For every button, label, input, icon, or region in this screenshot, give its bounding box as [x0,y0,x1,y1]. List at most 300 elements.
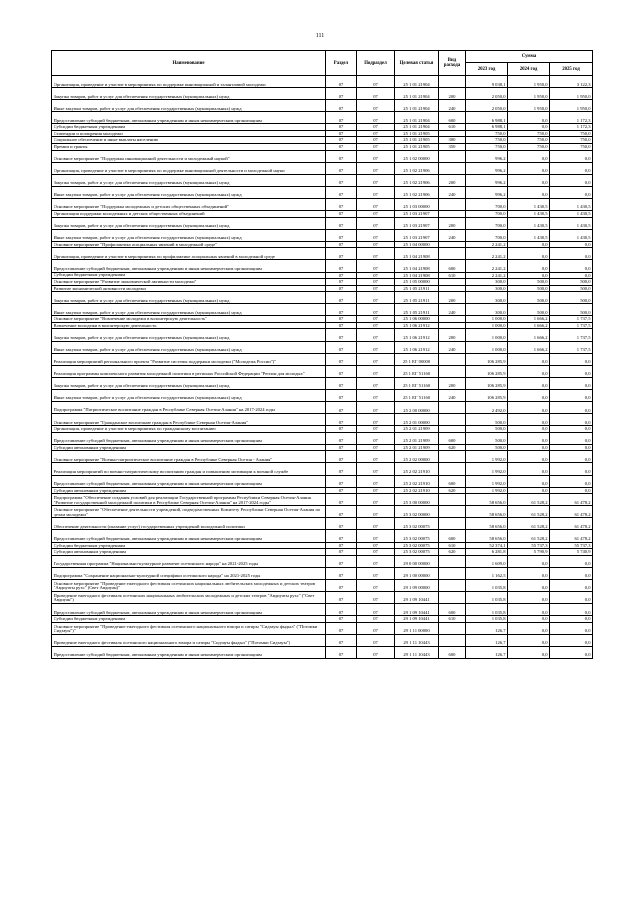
header-section: Раздел [326,51,357,76]
cell-2024: 0,0 [508,377,550,389]
cell-subsection: 07 [357,494,395,506]
cell-2024: 500,0 [508,292,550,304]
cell-2025: 500,0 [550,292,593,304]
table-row [52,76,593,88]
cell-section: 07 [326,549,357,556]
cell-section: 07 [326,377,357,389]
cell-subsection: 07 [357,432,395,444]
cell-section: 07 [326,272,357,279]
cell-name-text: Закупка товаров, работ и услуг для обеспечения государственных (муниципальных) нужд [53,384,230,389]
cell-2024: 0,0 [508,150,550,162]
cell-2025: 0,0 [550,646,593,658]
cell-expense-type [439,518,466,530]
cell-2023: 2 241,2 [466,241,508,248]
cell-name-text: Субсидии бюджетным учреждениям [53,543,125,548]
cell-2025: 750,0 [550,130,593,137]
cell-subsection: 07 [357,130,395,137]
cell-2025: 750,0 [550,137,593,144]
cell-name-text: Закупка товаров, работ и услуг для обеспечения государственных (муниципальных) нужд [53,298,230,303]
cell-2025: 1 950,0 [550,88,593,100]
cell-target: 29 1 11 00000 [395,622,439,634]
cell-expense-type: 620 [439,487,466,494]
cell-target: 25 1 01 21904 [395,76,439,88]
cell-expense-type [439,634,466,646]
cell-target: 25 1 04 21908 [395,272,439,279]
cell-expense-type [439,401,466,413]
cell-2024: 0,0 [508,272,550,279]
header-target: Целевая статья [395,51,439,76]
cell-2024: 0,0 [508,401,550,413]
cell-2024: 0,0 [508,616,550,623]
cell-2024: 1 666,2 [508,329,550,341]
cell-2024: 0,0 [508,174,550,186]
cell-2023: 996,2 [466,174,508,186]
header-expense-type: Вид расхода [439,51,466,76]
cell-2025: 1 430,5 [550,198,593,210]
cell-section: 07 [326,241,357,248]
cell-expense-type: 600 [439,475,466,487]
cell-target: 29 0 00 00000 [395,555,439,567]
cell-2024: 61 528,2 [508,494,550,506]
cell-2025: 0,0 [550,555,593,567]
cell-subsection: 07 [357,365,395,377]
cell-name [52,217,326,229]
cell-section: 07 [326,174,357,186]
cell-name [52,555,326,567]
cell-name-text: Иные закупки товаров, работ и услуг для обеспечения государственных (муниципальных) нужд [53,193,242,198]
cell-2023: 2 492,0 [466,401,508,413]
cell-2023: 106 285,9 [466,365,508,377]
cell-2024: 0,0 [508,591,550,603]
cell-2025: 0,0 [550,377,593,389]
cell-expense-type: 610 [439,124,466,131]
cell-section: 07 [326,304,357,316]
cell-subsection: 07 [357,518,395,530]
cell-subsection: 07 [357,604,395,616]
cell-section: 07 [326,329,357,341]
table-row [52,579,593,591]
cell-name [52,579,326,591]
table-row [52,494,593,506]
table-row [52,518,593,530]
cell-section: 07 [326,144,357,151]
cell-2025: 0,0 [550,463,593,475]
cell-subsection: 07 [357,616,395,623]
cell-section: 07 [326,432,357,444]
cell-section: 07 [326,112,357,124]
cell-target: 25 2 02 21910 [395,487,439,494]
cell-name [52,389,326,401]
cell-name-text: Вовлечение молодежи в волонтерскую деятельность [53,323,157,328]
table-row [52,260,593,272]
cell-expense-type [439,555,466,567]
cell-2024: 0,0 [508,124,550,131]
cell-expense-type: 200 [439,377,466,389]
cell-2025: 1 737,5 [550,316,593,323]
table-row [52,329,593,341]
cell-section: 07 [326,217,357,229]
cell-target: 25 1 05 21911 [395,292,439,304]
cell-subsection: 07 [357,555,395,567]
table-row [52,622,593,634]
table-row [52,475,593,487]
cell-name [52,506,326,518]
table-row [52,100,593,112]
cell-section: 07 [326,285,357,292]
cell-name [52,304,326,316]
cell-2023: 300,0 [466,279,508,286]
cell-subsection: 07 [357,542,395,549]
cell-2024: 1 666,2 [508,322,550,329]
cell-2025: 1 430,5 [550,229,593,241]
cell-name [52,365,326,377]
cell-name-text: Подпрограмма "Сохранение национально-культурной специфики осетинского народа" на 2021-2025 годы [53,574,261,579]
cell-target: 25 1 06 21912 [395,329,439,341]
cell-2025: 0,0 [550,162,593,174]
cell-2023: 126,7 [466,634,508,646]
cell-2023: 996,2 [466,162,508,174]
cell-2023: 1 035,8 [466,591,508,603]
cell-name [52,76,326,88]
cell-expense-type: 350 [439,144,466,151]
table-row [52,304,593,316]
cell-target: 25 1 02 21906 [395,174,439,186]
cell-name [52,463,326,475]
cell-2023: 9 038,1 [466,76,508,88]
cell-name-text: Предоставление субсидий бюджетным, автономным учреждениям и иным некоммерческим организациям [53,439,262,444]
cell-section: 07 [326,604,357,616]
cell-section: 07 [326,150,357,162]
cell-name-text: Подпрограмма "Обеспечение создания условий для реализации Государственной программы Республики Северная Осетия-Алания "Развитие государственной молодежной политики в Республике Северная Осетия-Алания" на 2017-2024 годы" [53,496,311,505]
cell-section: 07 [326,506,357,518]
table-row [52,401,593,413]
cell-2024: 0,0 [508,451,550,463]
cell-section: 07 [326,248,357,260]
cell-subsection: 07 [357,88,395,100]
cell-2023: 58 656,0 [466,518,508,530]
cell-subsection: 07 [357,426,395,433]
cell-name-text: Субсидии бюджетным учреждениям [53,617,125,622]
cell-name [52,329,326,341]
cell-name [52,591,326,603]
cell-subsection: 07 [357,579,395,591]
cell-2023: 2 050,0 [466,88,508,100]
cell-section: 07 [326,316,357,323]
cell-name [52,518,326,530]
cell-name [52,622,326,634]
table-row [52,198,593,210]
table-row [52,365,593,377]
cell-section: 07 [326,579,357,591]
cell-expense-type: 240 [439,186,466,198]
cell-subsection: 07 [357,100,395,112]
cell-name [52,353,326,365]
cell-subsection: 07 [357,137,395,144]
cell-2025: 61 478,2 [550,506,593,518]
cell-name-text: Реализация мероприятий по военно-патриотическому воспитанию граждан и повышению мотивации к военной службе [53,469,289,474]
cell-2023: 1 162,5 [466,567,508,579]
cell-subsection: 07 [357,76,395,88]
cell-2023: 126,7 [466,622,508,634]
cell-2023: 58 656,0 [466,530,508,542]
cell-2024: 0,0 [508,260,550,272]
cell-section: 07 [326,426,357,433]
cell-section: 07 [326,646,357,658]
cell-expense-type: 200 [439,292,466,304]
cell-2023: 1 000,0 [466,329,508,341]
cell-name [52,88,326,100]
cell-subsection: 07 [357,487,395,494]
cell-expense-type [439,506,466,518]
cell-2024: 0,0 [508,248,550,260]
cell-2024: 500,0 [508,279,550,286]
cell-2024: 750,0 [508,144,550,151]
cell-section: 07 [326,622,357,634]
cell-target: 25 1 01 21905 [395,144,439,151]
table-row [52,112,593,124]
cell-name [52,451,326,463]
cell-2025: 0,0 [550,401,593,413]
cell-2023: 6 988,1 [466,112,508,124]
cell-name [52,229,326,241]
cell-name [52,530,326,542]
cell-2025: 0,0 [550,451,593,463]
cell-2024: 1 666,2 [508,316,550,323]
cell-target: 25 1 01 21904 [395,100,439,112]
table-row [52,463,593,475]
cell-name [52,100,326,112]
cell-name-text: Закупка товаров, работ и услуг для обеспечения государственных (муниципальных) нужд [53,94,230,99]
table-row [52,451,593,463]
cell-section: 07 [326,76,357,88]
header-2024: 2024 год [508,63,550,76]
cell-expense-type: 240 [439,100,466,112]
cell-name-text: Основное мероприятие "Военно-патриотическое воспитание граждан в Республике Северная Осетия - Алания" [53,457,273,462]
cell-2024: 0,0 [508,634,550,646]
cell-expense-type [439,150,466,162]
cell-2025: 61 478,2 [550,494,593,506]
cell-subsection: 07 [357,444,395,451]
cell-2023: 2 241,2 [466,272,508,279]
cell-name-text: Проведение ежегодного фестиваля осетинского национального юмора и сатиры "Сидзауы фыдыл" ("Потомки Сидзауы") [53,641,291,646]
cell-subsection: 07 [357,341,395,353]
cell-subsection: 07 [357,401,395,413]
cell-subsection: 07 [357,304,395,316]
cell-subsection: 07 [357,272,395,279]
cell-target: 25 1 04 21908 [395,248,439,260]
cell-name-text: Государственная программа "Национально-культурное развитие осетинского народа" на 2021-2025 годы [53,562,259,567]
cell-name-text: Проведение ежегодного фестиваля осетинских национальных любительских молодежных и детских театров "Авдиуаты рухс" ("Свет Авдиуан") [53,593,315,603]
cell-2024: 1 666,2 [508,341,550,353]
cell-2025: 0,0 [550,248,593,260]
cell-2024: 0,0 [508,186,550,198]
cell-target: 29 1 09 10441 [395,604,439,616]
cell-name-text: Обеспечение деятельности (оказание услуг) государственных учреждений молодежной политики [53,524,245,529]
cell-name-text: Организация, проведение и участие в мероприятиях по поддержке инновационной и талантливой молодежи [53,82,266,87]
table-row [52,186,593,198]
cell-section: 07 [326,279,357,286]
cell-subsection: 07 [357,279,395,286]
cell-name [52,174,326,186]
table-row [52,353,593,365]
cell-2023: 1 992,0 [466,487,508,494]
cell-subsection: 07 [357,634,395,646]
cell-target: 25 2 01 21909 [395,432,439,444]
cell-name-text: Предоставление субсидий бюджетным, автономным учреждениям и иным некоммерческим организациям [53,118,262,123]
cell-name-text: Иные закупки товаров, работ и услуг для обеспечения государственных (муниципальных) нужд [53,236,242,241]
cell-2025: 1 737,5 [550,341,593,353]
cell-target: 25 2 01 00000 [395,414,439,426]
cell-target: 25 2 02 00000 [395,451,439,463]
cell-section: 07 [326,229,357,241]
cell-subsection: 07 [357,414,395,426]
cell-2025: 0,0 [550,622,593,634]
table-row [52,162,593,174]
cell-target: 25 1 05 00000 [395,279,439,286]
table-header [52,51,593,76]
cell-2024: 750,0 [508,137,550,144]
cell-name-text: Основное мероприятие "Проведение ежегодного фестиваля осетинского национального юмора и сатиры "Сидзауы фыдыл" ("Потомки Сидзауы")" [53,624,318,634]
cell-2025: 0,0 [550,260,593,272]
cell-name-text: Закупка товаров, работ и услуг для обеспечения государственных (муниципальных) нужд [53,335,230,340]
cell-name-text: Предоставление субсидий бюджетным, автономным учреждениям и иным некоммерческим организациям [53,610,262,615]
cell-subsection: 07 [357,353,395,365]
cell-name-text: Субсидии автономным учреждениям [53,550,126,555]
cell-subsection: 07 [357,162,395,174]
cell-2025: 1 737,5 [550,322,593,329]
cell-subsection: 07 [357,144,395,151]
table-row [52,530,593,542]
cell-name-text: Иные закупки товаров, работ и услуг для обеспечения государственных (муниципальных) нужд [53,310,242,315]
cell-target: 25 1 02 21906 [395,162,439,174]
cell-target: 25 1 04 21908 [395,260,439,272]
cell-name-text: Организация, проведение и участие в мероприятиях по поддержке инновационной деятельности и молодежной науки [53,169,285,174]
cell-2025: 1 172,3 [550,112,593,124]
cell-target: 25 1 03 21907 [395,229,439,241]
cell-2025: 0,0 [550,579,593,591]
cell-expense-type [439,198,466,210]
cell-expense-type: 240 [439,341,466,353]
cell-target: 29 1 00 00000 [395,567,439,579]
cell-2023: 106 285,9 [466,353,508,365]
cell-name [52,260,326,272]
cell-2024: 0,0 [508,365,550,377]
cell-2024: 0,0 [508,432,550,444]
cell-target: 29 1 09 00000 [395,579,439,591]
table-row [52,414,593,426]
cell-2024: 61 528,2 [508,530,550,542]
cell-2025: 0,0 [550,150,593,162]
cell-name-text: Основное мероприятие "Поддержка молодежных и детских общественных объединений" [53,205,229,210]
table-row [52,604,593,616]
cell-name [52,377,326,389]
cell-2024: 0,0 [508,426,550,433]
cell-section: 07 [326,401,357,413]
cell-2023: 126,7 [466,646,508,658]
cell-2023: 750,0 [466,130,508,137]
cell-subsection: 07 [357,530,395,542]
cell-target: 25 1 06 21912 [395,341,439,353]
cell-subsection: 07 [357,322,395,329]
cell-2025: 0,0 [550,634,593,646]
cell-name [52,634,326,646]
cell-subsection: 07 [357,377,395,389]
cell-expense-type [439,414,466,426]
cell-target: 25 1 ЕГ 00000 [395,353,439,365]
cell-target: 25 3 02 00000 [395,506,439,518]
cell-2024: 0,0 [508,555,550,567]
cell-expense-type: 620 [439,444,466,451]
cell-target: 25 3 00 00000 [395,494,439,506]
cell-subsection: 07 [357,292,395,304]
cell-target: 25 1 03 00000 [395,198,439,210]
cell-2025: 5 740,9 [550,549,593,556]
cell-subsection: 07 [357,329,395,341]
cell-target: 25 2 00 00000 [395,401,439,413]
cell-name [52,186,326,198]
cell-section: 07 [326,389,357,401]
cell-name-text: Закупка товаров, работ и услуг для обеспечения государственных (муниципальных) нужд [53,181,230,186]
cell-section: 07 [326,211,357,218]
cell-2025: 500,0 [550,304,593,316]
cell-expense-type: 200 [439,329,466,341]
cell-2025: 1 172,3 [550,124,593,131]
cell-expense-type: 200 [439,88,466,100]
table-row [52,229,593,241]
cell-name-text: Премии и гранты [53,144,88,149]
table-row [52,506,593,518]
cell-section: 07 [326,634,357,646]
cell-2023: 58 656,0 [466,506,508,518]
cell-name-text: Основное мероприятие "Проведение ежегодного фестиваля осетинских национальных любительских молодежных и детских театров "Авдиуаты рухс" (Свет Авдиуан)" [53,581,316,591]
cell-2023: 1 000,0 [466,341,508,353]
cell-target: 25 1 01 21904 [395,88,439,100]
cell-section: 07 [326,341,357,353]
cell-subsection: 07 [357,549,395,556]
header-2025: 2025 год [550,63,593,76]
cell-subsection: 07 [357,389,395,401]
cell-expense-type [439,591,466,603]
cell-expense-type: 600 [439,112,466,124]
table-row [52,389,593,401]
cell-expense-type [439,76,466,88]
cell-expense-type [439,451,466,463]
cell-2024: 0,0 [508,646,550,658]
cell-2023: 700,0 [466,229,508,241]
cell-section: 07 [326,124,357,131]
cell-target: 29 1 09 10441 [395,591,439,603]
cell-expense-type: 610 [439,542,466,549]
cell-2024: 1 950,0 [508,88,550,100]
cell-expense-type [439,579,466,591]
cell-target: 25 1 ЕГ 51160 [395,365,439,377]
cell-expense-type [439,162,466,174]
cell-2024: 1 430,5 [508,198,550,210]
cell-name [52,414,326,426]
table-row [52,432,593,444]
cell-2024: 500,0 [508,304,550,316]
cell-2023: 1 992,0 [466,463,508,475]
cell-2023: 1 035,8 [466,616,508,623]
cell-2025: 0,0 [550,241,593,248]
cell-section: 07 [326,444,357,451]
cell-section: 07 [326,494,357,506]
cell-2025: 1 737,5 [550,329,593,341]
cell-section: 07 [326,292,357,304]
cell-name-text: Организация, проведение и участие в мероприятиях по гражданскому воспитанию [53,427,216,432]
cell-name-text: Организация, проведение и участие в мероприятиях по профилактике асоциальных явлений в молодежной среде [53,254,275,259]
cell-name-text: Подпрограмма "Патриотическое воспитание граждан в Республике Северная Осетия-Алания" на 2017-2024 годы [53,408,276,413]
